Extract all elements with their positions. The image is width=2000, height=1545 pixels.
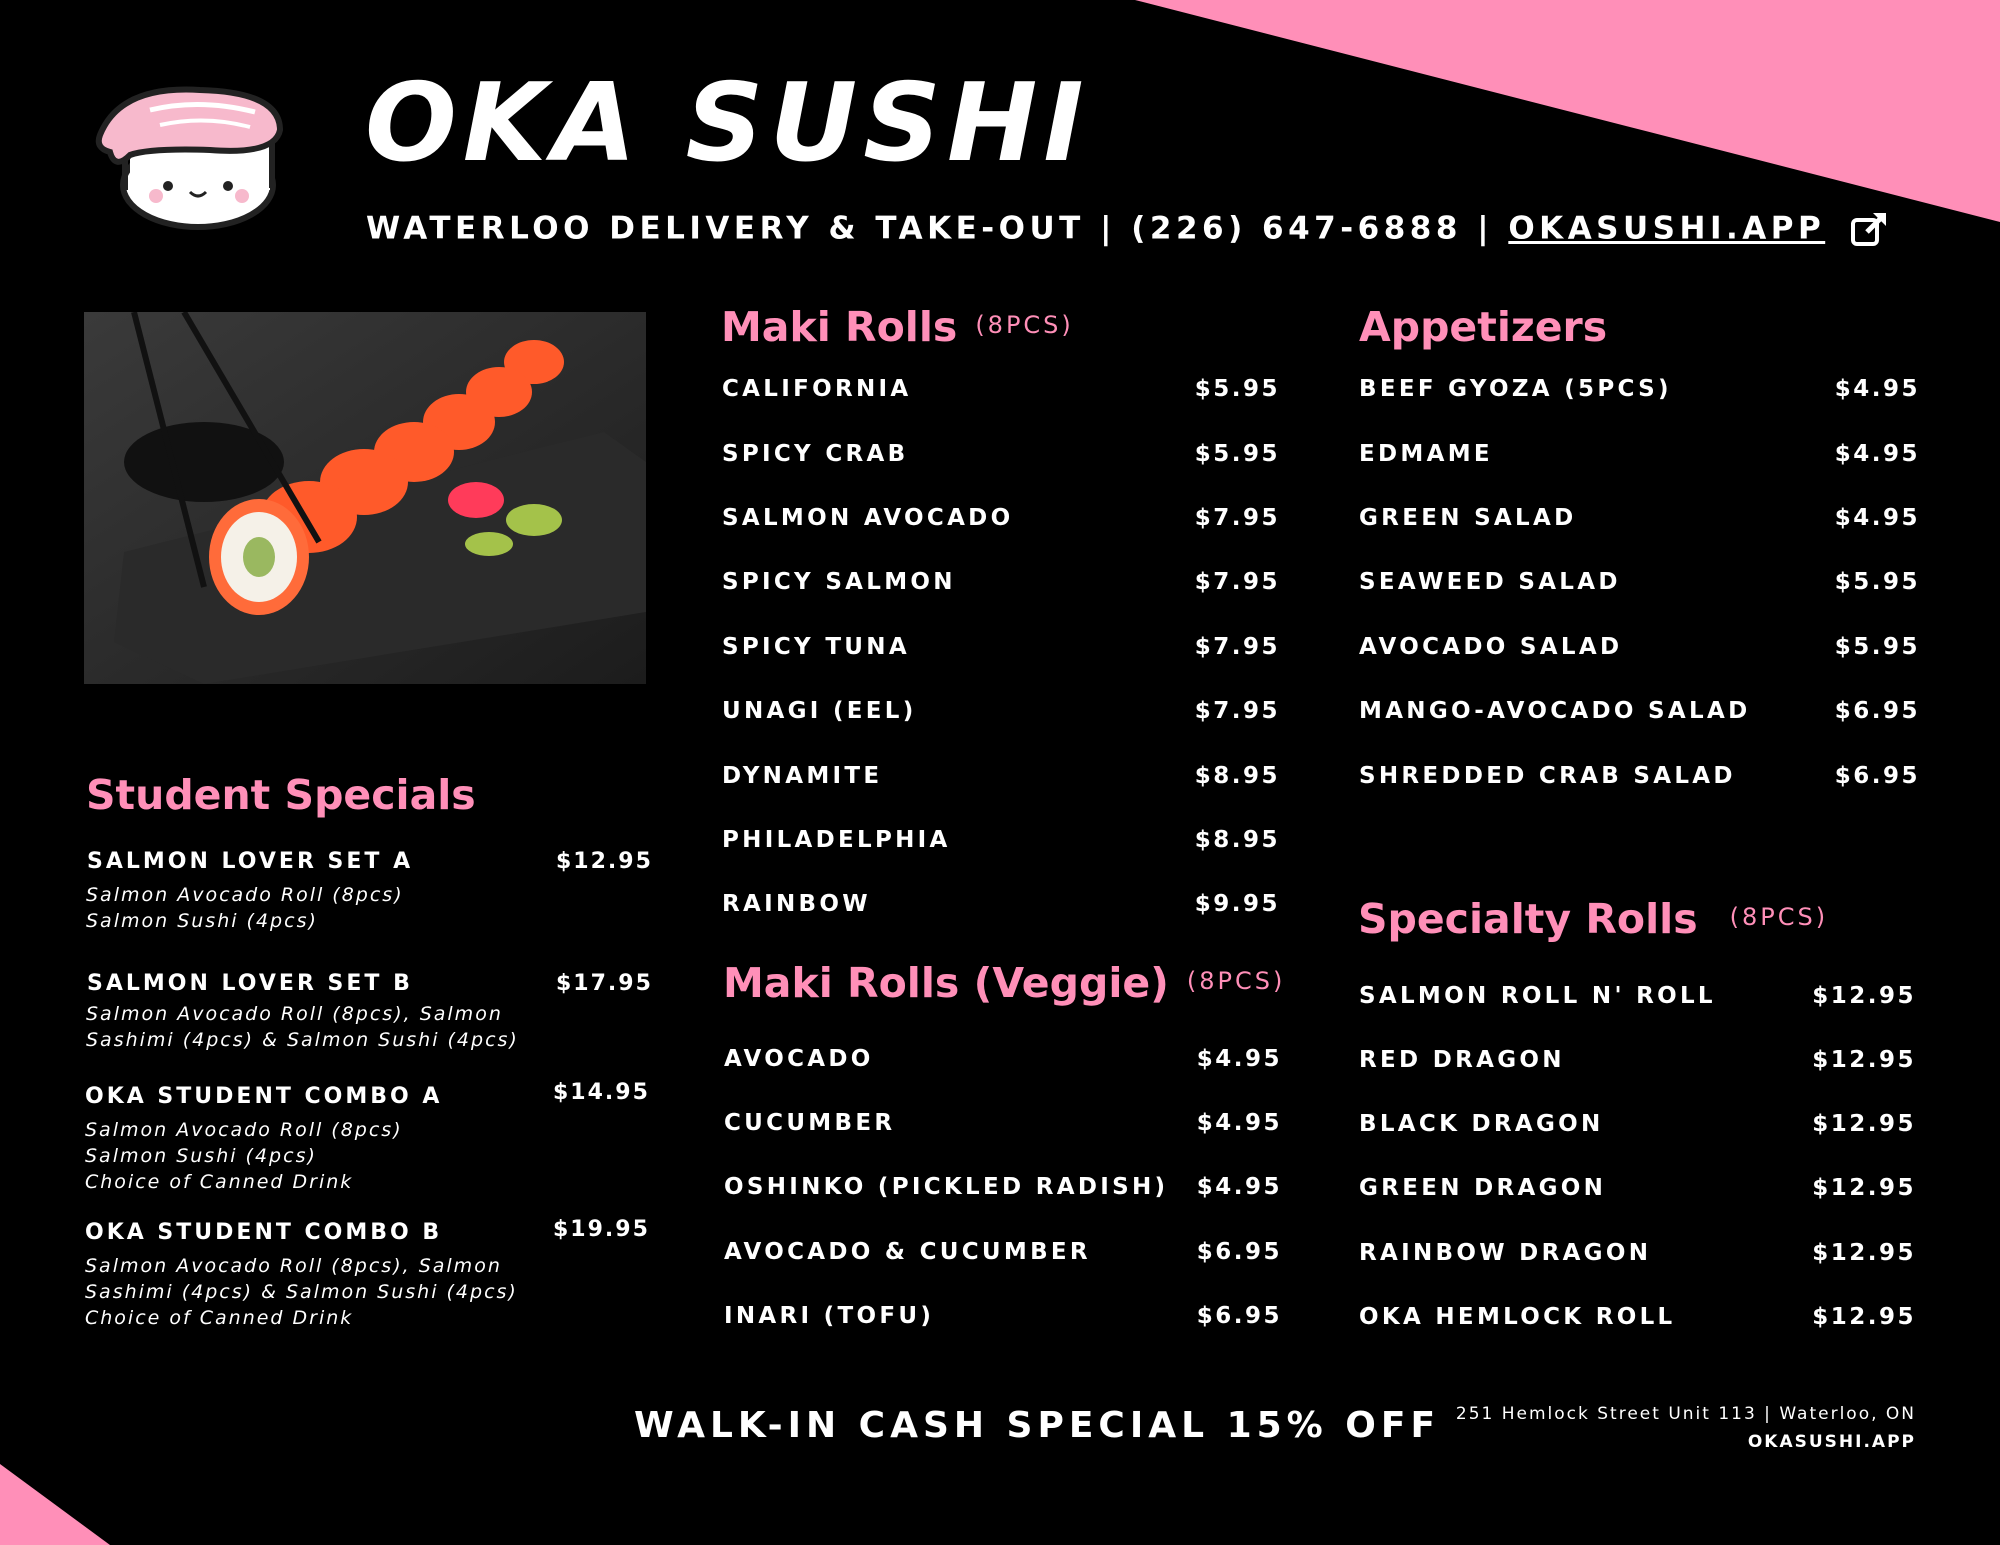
student-item-price: $19.95 bbox=[553, 1217, 650, 1242]
appetizer-item-price: $5.95 bbox=[1834, 569, 1920, 595]
contact-line bbox=[366, 210, 1889, 250]
veggie-item-price: $4.95 bbox=[1196, 1174, 1282, 1200]
maki-item-price: $7.95 bbox=[1194, 505, 1280, 531]
specialty-rolls-title bbox=[1358, 895, 1829, 943]
specialty-item-price: $12.95 bbox=[1812, 1240, 1916, 1266]
student-item-desc: Salmon Avocado Roll (8pcs) Salmon Sushi (4pcs) Choice of Canned Drink bbox=[85, 1119, 403, 1193]
veggie-item-price: $4.95 bbox=[1196, 1110, 1282, 1136]
maki-item-name: PHILADELPHIA bbox=[722, 827, 951, 853]
appetizer-item-name: AVOCADO SALAD bbox=[1359, 634, 1623, 660]
student-specials-title: Student Specials bbox=[86, 771, 476, 819]
maki-item-price: $8.95 bbox=[1194, 827, 1280, 853]
maki-item-name: DYNAMITE bbox=[722, 763, 883, 789]
appetizer-item-price: $5.95 bbox=[1834, 634, 1920, 660]
appetizer-item-price: $4.95 bbox=[1834, 376, 1920, 402]
maki-item-price: $7.95 bbox=[1194, 569, 1280, 595]
veggie-item-name: AVOCADO & CUCUMBER bbox=[724, 1239, 1091, 1265]
specialty-item-name: BLACK DRAGON bbox=[1359, 1111, 1604, 1137]
maki-item-name: SPICY TUNA bbox=[722, 634, 910, 660]
appetizer-item-name: MANGO-AVOCADO SALAD bbox=[1359, 698, 1751, 724]
student-item-price: $17.95 bbox=[556, 971, 653, 996]
veggie-rolls-title-text: Maki Rolls (Veggie) bbox=[723, 959, 1169, 1007]
veggie-item-name: CUCUMBER bbox=[724, 1110, 896, 1136]
sushi-photo bbox=[84, 312, 646, 684]
maki-rolls-note: (8PCS) bbox=[975, 311, 1074, 339]
appetizer-item-price: $6.95 bbox=[1834, 698, 1920, 724]
maki-item-price: $5.95 bbox=[1194, 376, 1280, 402]
appetizer-item-price: $6.95 bbox=[1834, 763, 1920, 789]
specialty-item-price: $12.95 bbox=[1812, 983, 1916, 1009]
veggie-item-price: $6.95 bbox=[1196, 1303, 1282, 1329]
student-item-price: $12.95 bbox=[556, 849, 653, 874]
specialty-item-name: RAINBOW DRAGON bbox=[1359, 1240, 1652, 1266]
maki-item-price: $5.95 bbox=[1194, 441, 1280, 467]
specialty-item-name: SALMON ROLL N' ROLL bbox=[1359, 983, 1716, 1009]
specialty-item-price: $12.95 bbox=[1812, 1175, 1916, 1201]
contact-text: WATERLOO DELIVERY & TAKE-OUT | (226) 647-6888 | bbox=[366, 210, 1509, 247]
student-item-name: SALMON LOVER SET B bbox=[87, 971, 413, 996]
veggie-rolls-title bbox=[723, 959, 1286, 1007]
maki-item-name: SPICY CRAB bbox=[722, 441, 909, 467]
specialty-item-price: $12.95 bbox=[1812, 1111, 1916, 1137]
specialty-item-price: $12.95 bbox=[1812, 1304, 1916, 1330]
student-item-desc: Salmon Avocado Roll (8pcs) Salmon Sushi (4pcs) bbox=[86, 884, 404, 932]
maki-item-name: SALMON AVOCADO bbox=[722, 505, 1014, 531]
veggie-item-name: INARI (TOFU) bbox=[724, 1303, 935, 1329]
appetizer-item-price: $4.95 bbox=[1834, 505, 1920, 531]
maki-item-price: $9.95 bbox=[1194, 891, 1280, 917]
footer-website[interactable]: OKASUSHI.APP bbox=[1747, 1432, 1916, 1452]
maki-rolls-title-text: Maki Rolls bbox=[721, 303, 958, 351]
specialty-rolls-title-text: Specialty Rolls bbox=[1358, 895, 1698, 943]
walk-in-special: WALK-IN CASH SPECIAL 15% OFF bbox=[634, 1405, 1441, 1446]
veggie-rolls-note: (8PCS) bbox=[1186, 967, 1286, 995]
maki-item-name: SPICY SALMON bbox=[722, 569, 956, 595]
appetizer-item-price: $4.95 bbox=[1834, 441, 1920, 467]
specialty-item-name: GREEN DRAGON bbox=[1359, 1175, 1607, 1201]
veggie-item-price: $6.95 bbox=[1196, 1239, 1282, 1265]
student-item-price: $14.95 bbox=[553, 1080, 650, 1105]
specialty-item-name: OKA HEMLOCK ROLL bbox=[1359, 1304, 1676, 1330]
veggie-item-name: OSHINKO (PICKLED RADISH) bbox=[724, 1174, 1169, 1200]
student-item-name: OKA STUDENT COMBO A bbox=[85, 1084, 443, 1109]
maki-item-name: UNAGI (EEL) bbox=[722, 698, 917, 724]
restaurant-title: OKA SUSHI bbox=[365, 61, 1090, 186]
specialty-item-name: RED DRAGON bbox=[1359, 1047, 1565, 1073]
appetizer-item-name: EDMAME bbox=[1359, 441, 1493, 467]
maki-item-price: $7.95 bbox=[1194, 698, 1280, 724]
sushi-mascot-logo bbox=[90, 80, 290, 230]
student-item-desc: Salmon Avocado Roll (8pcs), Salmon Sashimi (4pcs) & Salmon Sushi (4pcs) bbox=[86, 1003, 519, 1051]
maki-item-price: $7.95 bbox=[1194, 634, 1280, 660]
specialty-item-price: $12.95 bbox=[1812, 1047, 1916, 1073]
website-link[interactable]: OKASUSHI.APP bbox=[1508, 210, 1826, 247]
maki-rolls-title bbox=[721, 303, 1074, 351]
appetizers-title: Appetizers bbox=[1359, 303, 1608, 351]
appetizer-item-name: SEAWEED SALAD bbox=[1359, 569, 1621, 595]
address: 251 Hemlock Street Unit 113 | Waterloo, ON bbox=[1455, 1404, 1916, 1424]
maki-item-price: $8.95 bbox=[1194, 763, 1280, 789]
appetizer-item-name: BEEF GYOZA (5PCS) bbox=[1359, 376, 1672, 402]
appetizer-item-name: GREEN SALAD bbox=[1359, 505, 1577, 531]
maki-item-name: RAINBOW bbox=[722, 891, 871, 917]
student-item-desc: Salmon Avocado Roll (8pcs), Salmon Sashimi (4pcs) & Salmon Sushi (4pcs) Choice of Canned Drink bbox=[85, 1255, 518, 1329]
veggie-item-name: AVOCADO bbox=[724, 1046, 874, 1072]
maki-item-name: CALIFORNIA bbox=[722, 376, 912, 402]
pink-corner-decoration-bottom bbox=[0, 1450, 120, 1545]
specialty-rolls-note: (8PCS) bbox=[1729, 903, 1829, 931]
student-item-name: SALMON LOVER SET A bbox=[87, 849, 414, 874]
external-link-icon[interactable] bbox=[1849, 210, 1889, 250]
student-item-name: OKA STUDENT COMBO B bbox=[85, 1220, 443, 1245]
veggie-item-price: $4.95 bbox=[1196, 1046, 1282, 1072]
appetizer-item-name: SHREDDED CRAB SALAD bbox=[1359, 763, 1736, 789]
